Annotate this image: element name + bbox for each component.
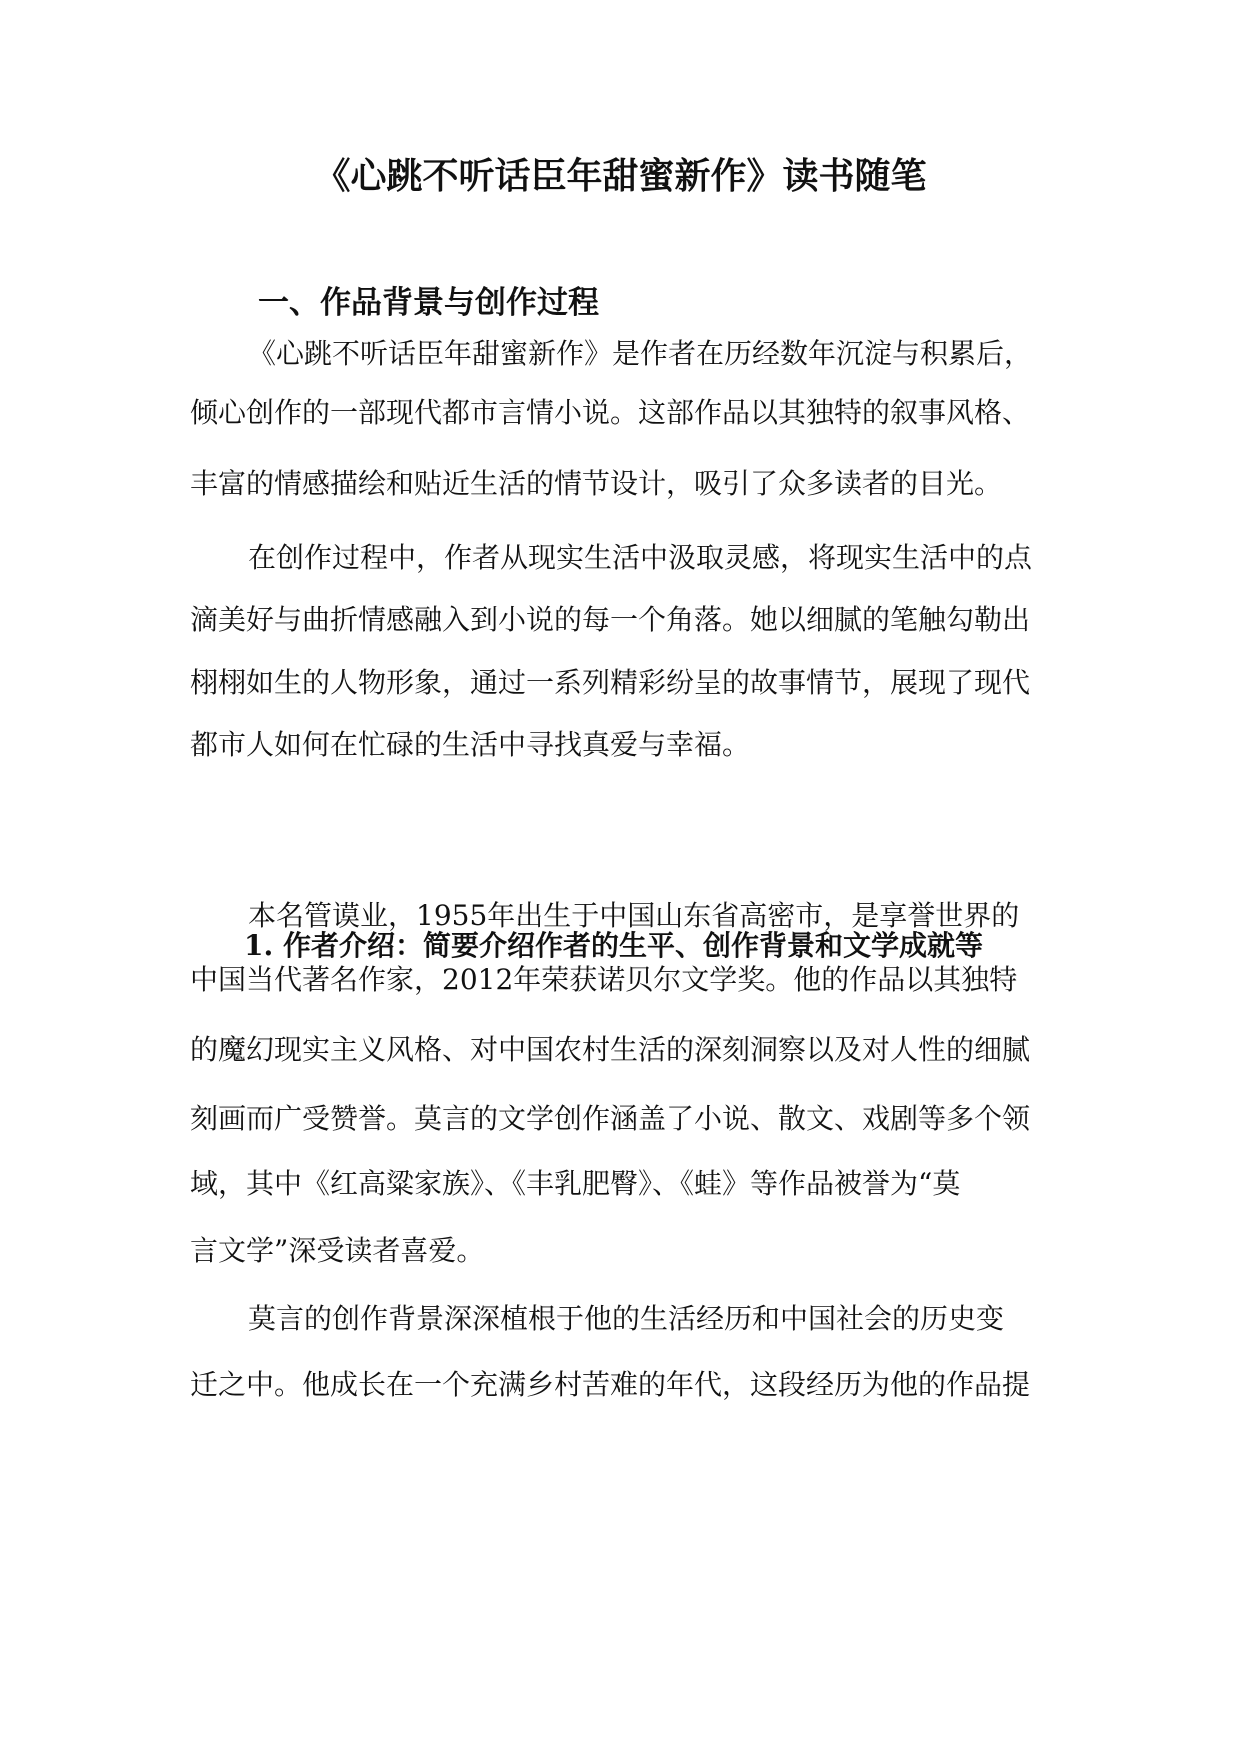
document-title: 《心跳不听话臣年甜蜜新作》读书随笔	[314, 155, 927, 197]
paragraph-line: 《心跳不听话臣年甜蜜新作》是作者在历经数年沉淀与积累后，	[248, 337, 1033, 370]
paragraph-line: 倾心创作的一部现代都市言情小说。这部作品以其独特的叙事风格、	[190, 396, 1031, 429]
paragraph-line: 栩栩如生的人物形象，通过一系列精彩纷呈的故事情节，展现了现代	[190, 666, 1031, 699]
paragraph-line: 莫言的创作背景深深植根于他的生活经历和中国社会的历史变	[248, 1302, 1005, 1335]
subsection-heading-author: 1. 作者介绍：简要介绍作者的生平、创作背景和文学成就等	[244, 929, 983, 962]
paragraph-line: 刻画而广受赞誉。莫言的文学创作涵盖了小说、散文、戏剧等多个领	[190, 1102, 1031, 1135]
paragraph-line: 迁之中。他成长在一个充满乡村苦难的年代，这段经历为他的作品提	[190, 1368, 1031, 1401]
paragraph-line: 本名管谟业，1955年出生于中国山东省高密市，是享誉世界的	[248, 899, 1020, 932]
paragraph-line: 都市人如何在忙碌的生活中寻找真爱与幸福。	[190, 728, 751, 761]
paragraph-line: 域，其中《红高粱家族》、《丰乳肥臀》、《蛙》等作品被誉为“莫	[190, 1167, 961, 1200]
paragraph-line: 在创作过程中，作者从现实生活中汲取灵感，将现实生活中的点	[248, 541, 1033, 574]
paragraph-line: 中国当代著名作家，2012年荣获诺贝尔文学奖。他的作品以其独特	[190, 963, 1018, 996]
paragraph-line: 滴美好与曲折情感融入到小说的每一个角落。她以细腻的笔触勾勒出	[190, 603, 1031, 636]
paragraph-line: 的魔幻现实主义风格、对中国农村生活的深刻洞察以及对人性的细腻	[190, 1033, 1031, 1066]
paragraph-line: 言文学”深受读者喜爱。	[190, 1234, 485, 1267]
section-heading-background: 一、作品背景与创作过程	[258, 285, 599, 321]
paragraph-line: 丰富的情感描绘和贴近生活的情节设计，吸引了众多读者的目光。	[190, 467, 1003, 500]
